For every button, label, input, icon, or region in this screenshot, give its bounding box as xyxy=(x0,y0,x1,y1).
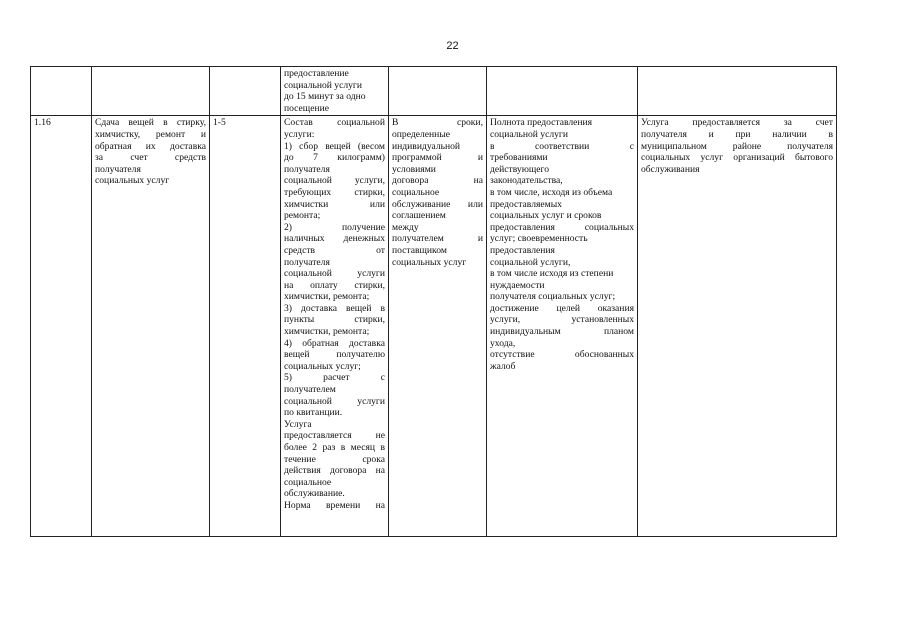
text-line: Услуга xyxy=(284,418,312,430)
text-line: химчистку, ремонт и xyxy=(95,128,206,140)
text-line: Норма времени на xyxy=(284,499,385,511)
text-line: Полнота предоставления xyxy=(490,117,593,129)
cell-frequency xyxy=(210,116,281,537)
text-line: требующих стирки, xyxy=(284,186,385,198)
text-line: социальных услуг организаций бытового xyxy=(641,152,833,164)
cell-number xyxy=(31,116,92,537)
text-line: предоставления xyxy=(490,244,555,256)
text-line: В сроки, xyxy=(392,117,483,129)
text-line: законодательства, xyxy=(490,175,563,187)
text-line: нуждаемости xyxy=(490,279,545,291)
text-line: на оплату стирки, xyxy=(284,279,385,291)
text-line: 2) получение xyxy=(284,221,385,233)
text-line: социальной услуги xyxy=(490,128,569,140)
text-line: получателем и xyxy=(392,233,483,245)
text-line: более 2 раз в месяц в xyxy=(284,442,385,453)
text-line: пункты стирки, xyxy=(284,314,385,326)
text-line: в том числе исходя из степени xyxy=(490,268,614,280)
cell-terms-empty xyxy=(389,67,487,116)
text-line: за счет средств xyxy=(95,152,206,164)
text-line: социальных услуг xyxy=(95,175,170,187)
table-row xyxy=(31,116,837,537)
text-line: обслуживание. xyxy=(284,488,345,500)
cell-service-name xyxy=(92,116,210,537)
text-line: социальной услуги xyxy=(284,395,385,407)
text-line: обслуживание или xyxy=(392,198,483,210)
text-line: социальной услуги, xyxy=(284,175,385,187)
services-table xyxy=(30,66,837,537)
text-line: предоставляется не xyxy=(284,430,385,442)
text-line: поставщиком xyxy=(392,244,447,256)
text-line: химчистки, ремонта; xyxy=(284,291,370,303)
text-line: действия договора на xyxy=(284,465,385,477)
text-line: условиями xyxy=(392,163,436,175)
text-line: наличных денежных xyxy=(284,233,385,245)
text-line: определенные xyxy=(392,128,451,140)
text-line: социальное xyxy=(284,476,332,488)
text-line: индивидуальной xyxy=(392,140,461,152)
text-line: Состав социальной xyxy=(284,117,385,129)
text-line: предоставления социальных xyxy=(490,221,634,233)
cell-conditions xyxy=(638,116,837,537)
text-line: ремонта; xyxy=(284,210,321,222)
cell-frequency-empty xyxy=(210,67,281,116)
text-line: получателя xyxy=(284,163,330,175)
cell-name-empty xyxy=(92,67,210,116)
cell-number-empty xyxy=(31,67,92,116)
text-line: индивидуальным планом xyxy=(490,326,634,338)
text-line: в том числе, исходя из объема xyxy=(490,186,613,198)
text-line: муниципальном районе получателя xyxy=(641,140,833,152)
text-line: услуг; своевременность xyxy=(490,233,588,245)
text-line: социальных услуг и сроков xyxy=(490,210,602,222)
text-line: посещение xyxy=(284,102,329,114)
text-line: социальной услуги, xyxy=(490,256,571,268)
text-line: Сдача вещей в стирку, xyxy=(95,117,206,129)
cell-quality xyxy=(487,116,638,537)
text-line: обслуживания xyxy=(641,163,700,175)
text-line: действующего xyxy=(490,163,550,175)
frequency-value: 1-5 xyxy=(213,117,226,129)
text-line: соглашением xyxy=(392,210,446,222)
text-line: течение срока xyxy=(284,453,385,465)
text-line: до 15 минут за одно xyxy=(284,91,366,103)
text-line: Услуга предоставляется за счет xyxy=(641,117,833,129)
text-line: 4) обратная доставка xyxy=(284,337,385,349)
text-line: получателя xyxy=(95,163,141,175)
text-line: получателя xyxy=(284,256,330,268)
text-line: между xyxy=(392,221,419,233)
text-line: услуги, установленных xyxy=(490,314,634,326)
text-line: химчистки или xyxy=(284,198,385,210)
text-line: 5) расчет с xyxy=(284,372,385,384)
cell-terms xyxy=(389,116,487,537)
table-row-continued xyxy=(31,67,837,116)
cell-composition xyxy=(281,116,389,537)
text-line: средств от xyxy=(284,244,385,256)
text-line: получателя социальных услуг; xyxy=(490,291,616,303)
text-line: требованиями xyxy=(490,152,548,164)
text-line: отсутствие обоснованных xyxy=(490,349,634,361)
page-number: 22 xyxy=(446,40,459,52)
text-line: социальных услуг; xyxy=(284,360,361,372)
text-line: ухода, xyxy=(490,337,516,349)
text-line: жалоб xyxy=(490,360,516,372)
text-line: социальной услуги xyxy=(284,268,385,280)
text-line: 1) сбор вещей (весом xyxy=(284,140,385,152)
text-line: договора на xyxy=(392,175,483,187)
text-line: услуги: xyxy=(284,128,315,140)
text-line: в соответствии с xyxy=(490,140,634,152)
text-line: по квитанции. xyxy=(284,407,343,419)
cell-norm-time xyxy=(281,67,389,116)
text-line: химчистки, ремонта; xyxy=(284,326,370,338)
text-line: вещей получателю xyxy=(284,349,385,361)
text-line: программой и xyxy=(392,152,483,164)
text-line: социальной услуги xyxy=(284,79,363,91)
text-line: получателя и при наличии в xyxy=(641,128,833,140)
text-line: предоставляемых xyxy=(490,198,562,210)
row-number: 1.16 xyxy=(34,117,51,129)
text-line: социальных услуг xyxy=(392,256,467,268)
cell-quality-empty xyxy=(487,67,638,116)
text-line: предоставление xyxy=(284,68,349,79)
text-line: обратная их доставка xyxy=(95,140,206,152)
cell-conditions-empty xyxy=(638,67,837,116)
text-line: достижение целей оказания xyxy=(490,302,634,314)
text-line: 3) доставка вещей в xyxy=(284,302,385,314)
text-line: получателем xyxy=(284,384,336,396)
text-line: до 7 килограмм) xyxy=(284,152,385,164)
text-line: социальное xyxy=(392,186,440,198)
